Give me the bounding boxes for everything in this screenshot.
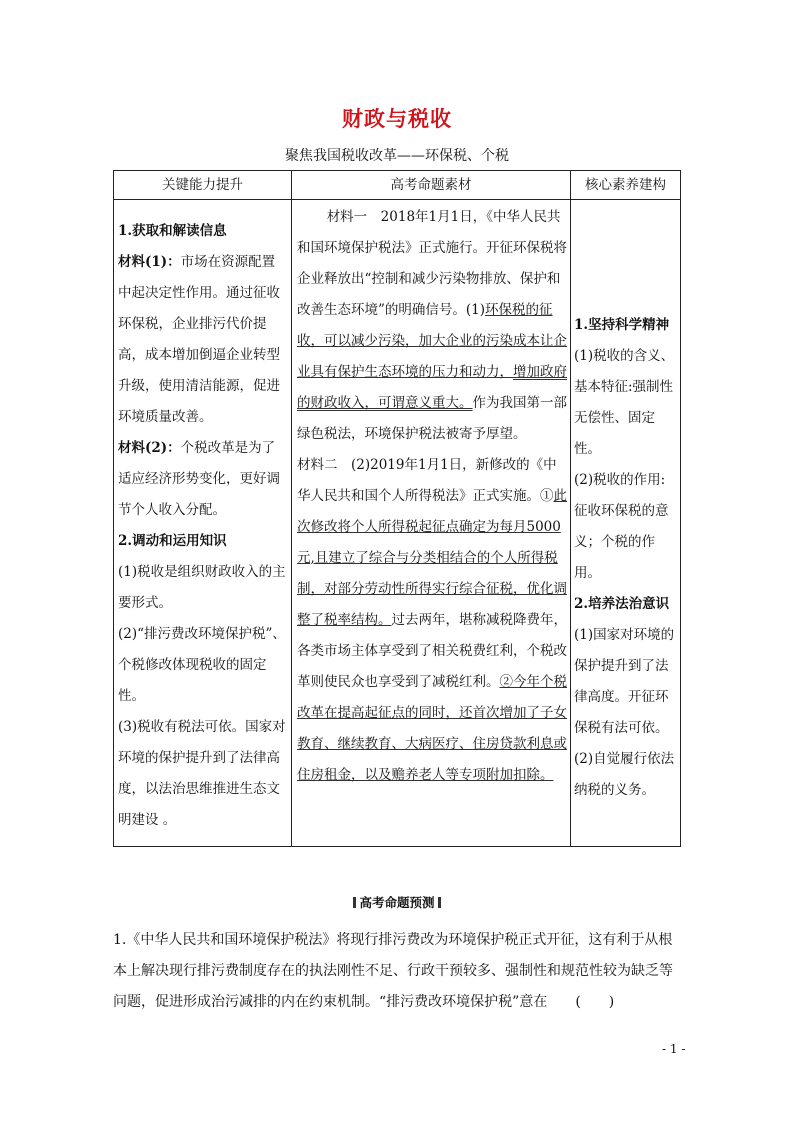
underlined-text: 增加政府的财政收入，可谓意义重大。: [297, 364, 567, 411]
material-text: 个税改革是为了适应经济形势变化，更好调节个人收入分配。: [118, 440, 280, 518]
material-1-analysis: [118, 247, 288, 433]
left-bar-marker: [353, 897, 356, 908]
literacy-point: (1)税收的含义、基本特征:强制性无偿性、固定性。: [574, 348, 675, 457]
knowledge-point: (1)税收是组织财政收入的主要形式。: [118, 564, 286, 611]
prediction-heading: [0, 893, 794, 911]
section-heading: 2.培养法治意识: [574, 596, 670, 612]
knowledge-point: (3)税收有税法可依。国家对环境的保护提升到了法律高度，以法治思维推进生态文明建设 。: [118, 719, 286, 828]
material-text: 作为我国第一部绿色税法，环境保护税法被寄予厚望。: [297, 395, 567, 442]
material-label: 材料(2)：: [118, 440, 181, 456]
material-two: [297, 450, 567, 791]
table-header-row: [114, 171, 681, 200]
literacy-point: (1)国家对环境的保护提升到了法律高度。开征环保税有法可依。: [574, 627, 675, 736]
underlined-text: ②今年个税改革在提高起征点的同时，还首次增加了子女教育、继续教育、大病医疗、住房贷款利息或住房租金，以及赡养老人等专项附加扣除。: [297, 674, 567, 783]
material-text: 市场在资源配置中起决定性作用。通过征收环保税，企业排污代价提高，成本增加倒逼企业转型升级，使用清洁能源，促进环境质量改善。: [118, 254, 280, 425]
column-header-exam-materials: 高考命题素材: [292, 171, 571, 200]
material-one: [297, 202, 567, 450]
key-abilities-cell: [114, 200, 292, 847]
page-subtitle: 聚焦我国税收改革——环保税、个税: [285, 148, 509, 164]
underlined-text: 环保税的征收，可以减少污染，加大企业的污染成本让企业具有保护生态环境的压力和动力，: [297, 302, 567, 380]
question-1: 1.《中华人民共和国环境保护税法》将现行排污费改为环境保护税正式开征，这有利于从根本上解决现行排污费制度存在的执法刚性不足、行政干预较多、强制性和规范性较为缺乏等问题，促进形成治污减排的内在约束机制。“排污费改环境保护税”意在 ( ): [113, 932, 673, 1010]
page-number: - 1 -: [662, 1042, 686, 1056]
section-heading: 2.调动和运用知识: [118, 533, 227, 549]
literacy-point: (2)税收的作用:征收环保税的意义；个税的作用。: [574, 472, 669, 581]
column-header-core-literacy: 核心素养建构: [571, 171, 681, 200]
material-text: 材料一 2018年1月1日，《中华人民共和国环境保护税法》正式施行。开征环保税将企业释放出“控制和减少污染物排放、保护和改善生态环境”的明确信号。(1): [297, 209, 567, 318]
section-heading: 1.获取和解读信息: [118, 223, 227, 239]
knowledge-point: (2)“排污费改环境保护税”、个税修改体现税收的固定性。: [118, 626, 286, 704]
exam-materials-cell: [292, 200, 571, 847]
literacy-point: (2)自觉履行依法纳税的义务。: [574, 751, 675, 798]
core-literacy-cell: [571, 200, 681, 847]
section-heading: 1.坚持科学精神: [574, 317, 670, 333]
material-text: 材料二 (2)2019年1月1日，新修改的《中华人民共和国个人所得税法》正式实施。①: [297, 457, 557, 504]
material-label: 材料(1)：: [118, 254, 181, 270]
material-text: 过去两年，堪称减税降费年，各类市场主体享受到了相关税费红利，个税改革则使民众也享受到了减税红利。: [297, 612, 567, 690]
column-header-key-abilities: 关键能力提升: [114, 171, 292, 200]
page-title: 财政与税收: [342, 106, 452, 131]
table-row: [114, 200, 681, 847]
underlined-text: 此次修改将个人所得税起征点确定为每月5000元,且建立了综合与分类相结合的个人所得税制，对部分劳动性所得实行综合征税，优化调整了税率结构。: [297, 488, 567, 628]
material-2-analysis: [118, 433, 288, 526]
prediction-label: 高考命题预测: [359, 895, 435, 910]
content-table: [113, 170, 681, 847]
right-bar-marker: [438, 897, 441, 908]
